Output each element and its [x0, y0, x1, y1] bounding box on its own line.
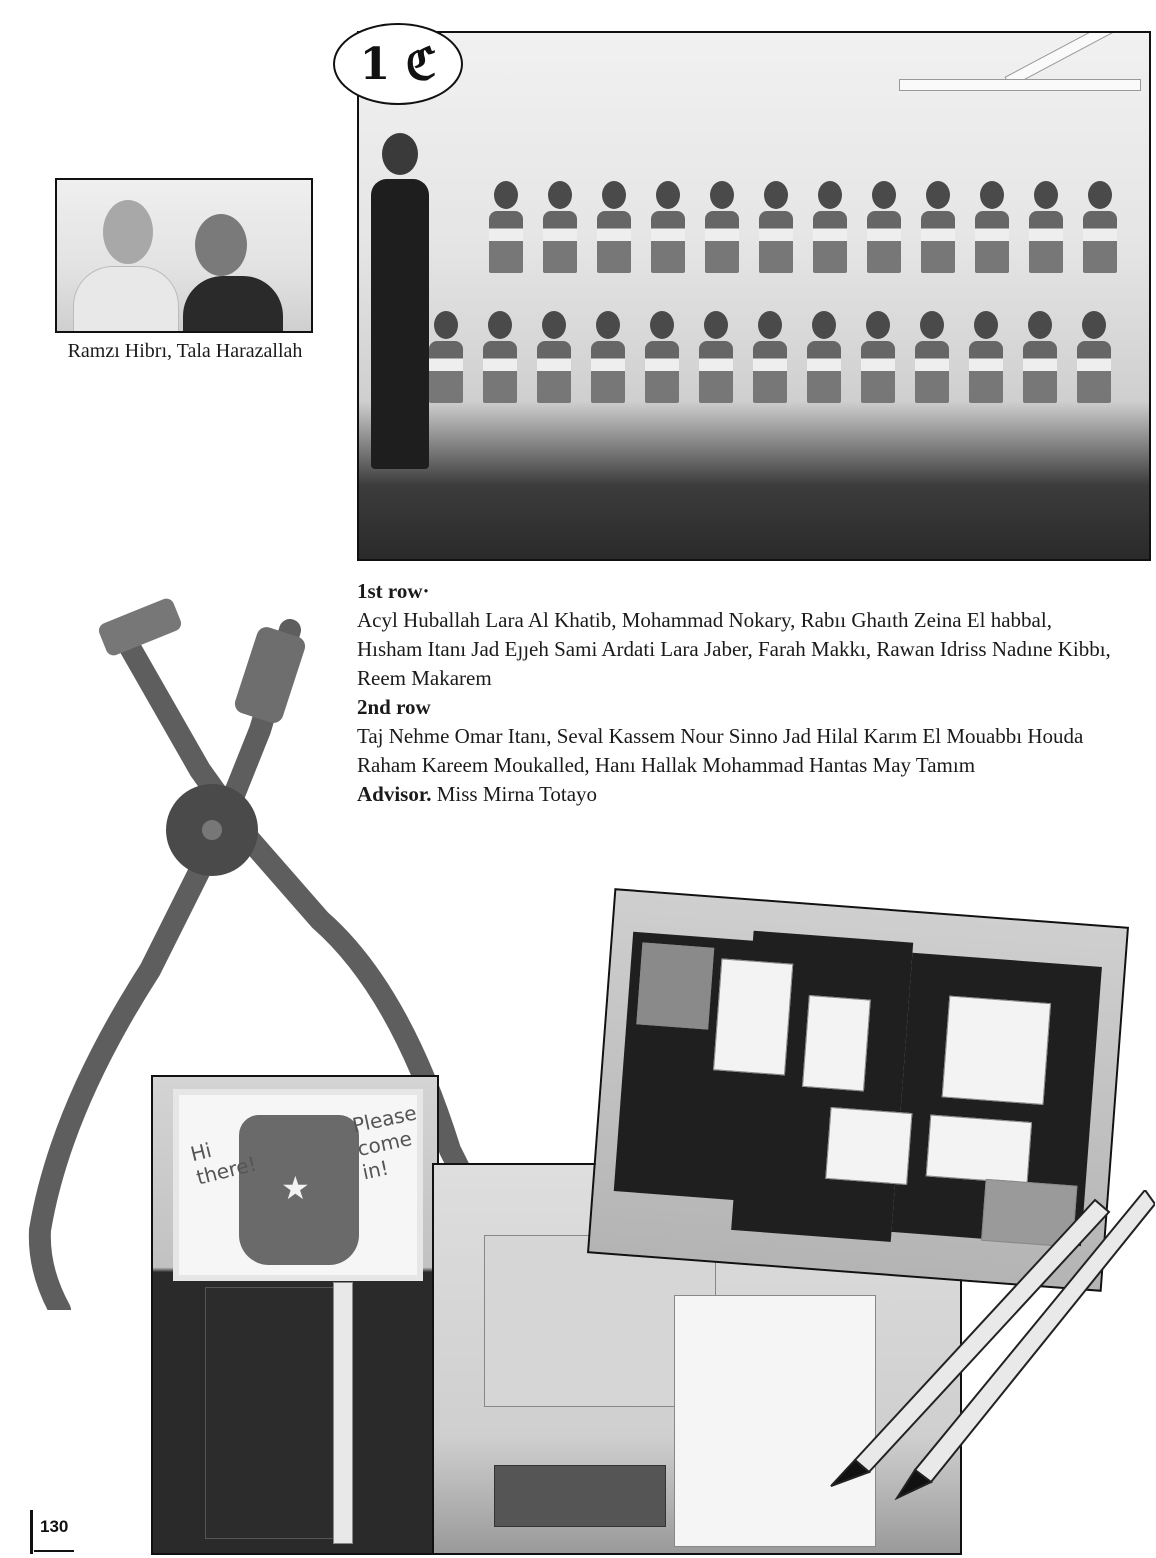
portrait-caption: Ramzı Hibrı, Tala Harazallah [67, 340, 303, 362]
artwork [942, 996, 1051, 1105]
student-figure [645, 311, 679, 403]
child-right [183, 276, 283, 333]
pencils-illustration [815, 1190, 1155, 1500]
sign-text-left: Hi there! [188, 1137, 259, 1190]
bags [494, 1465, 666, 1527]
student-figure [921, 181, 955, 273]
page-number: 130 [40, 1517, 69, 1536]
artwork [926, 1114, 1032, 1183]
star-icon: ★ [281, 1170, 310, 1206]
child-left [73, 266, 179, 333]
student-figure [1029, 181, 1063, 273]
advisor-heading: Advisor. [357, 782, 432, 806]
page-number-rule [34, 1550, 74, 1552]
student-figure [429, 311, 463, 403]
first-row-heading: 1st row· [357, 579, 430, 603]
artwork [636, 942, 714, 1029]
student-figure [759, 181, 793, 273]
student-figure [651, 181, 685, 273]
student-figure [969, 311, 1003, 403]
student-figure [705, 181, 739, 273]
portrait-photo [55, 178, 313, 333]
student-figure [975, 181, 1009, 273]
teacher-figure [371, 133, 429, 473]
student-figure [537, 311, 571, 403]
door-sign-photo [151, 1075, 439, 1555]
student-figure [591, 311, 625, 403]
artwork [713, 958, 793, 1075]
student-figure [699, 311, 733, 403]
first-row-names: Acyl Huballah Lara Al Khatib, Mohammad Nokary, Rabıı Ghaıth Zeina El habbal, Hısham Itanı Jad Eȷȷeh Sami Ardati Lara Jaber, Farah Makkı, Rawan Idriss Nadıne Kibbı, Reem Makarem [357, 608, 1111, 690]
advisor-name: Miss Mirna Totayo [431, 782, 598, 806]
door-panel [205, 1287, 347, 1539]
class-group-photo [357, 31, 1151, 561]
student-figure [1077, 311, 1111, 403]
student-figure [1083, 181, 1117, 273]
student-figure [915, 311, 949, 403]
student-figure [1023, 311, 1057, 403]
page-number-rule [30, 1510, 33, 1554]
class-badge: 1 ℭ [333, 23, 463, 105]
student-figure [483, 311, 517, 403]
student-figure [813, 181, 847, 273]
student-figure [597, 181, 631, 273]
second-row-heading: 2nd row [357, 695, 431, 719]
book-spine [333, 1282, 353, 1544]
sign-text-right: Please come in! [350, 1100, 419, 1185]
welcome-sign [173, 1089, 423, 1281]
artwork [825, 1107, 912, 1185]
second-row-names: Taj Nehme Omar Itanı, Seval Kassem Nour Sinno Jad Hilal Karım El Mouabbı Houda Raham Kareem Moukalled, Hanı Hallak Mohammad Hantas May Tamım [357, 724, 1084, 777]
student-figure [807, 311, 841, 403]
ceiling-beam [899, 79, 1141, 91]
student-figure [753, 311, 787, 403]
overalls-cutout [239, 1115, 359, 1265]
student-figure [543, 181, 577, 273]
student-figure [867, 181, 901, 273]
artwork [802, 995, 871, 1091]
student-figure [489, 181, 523, 273]
student-figure [861, 311, 895, 403]
